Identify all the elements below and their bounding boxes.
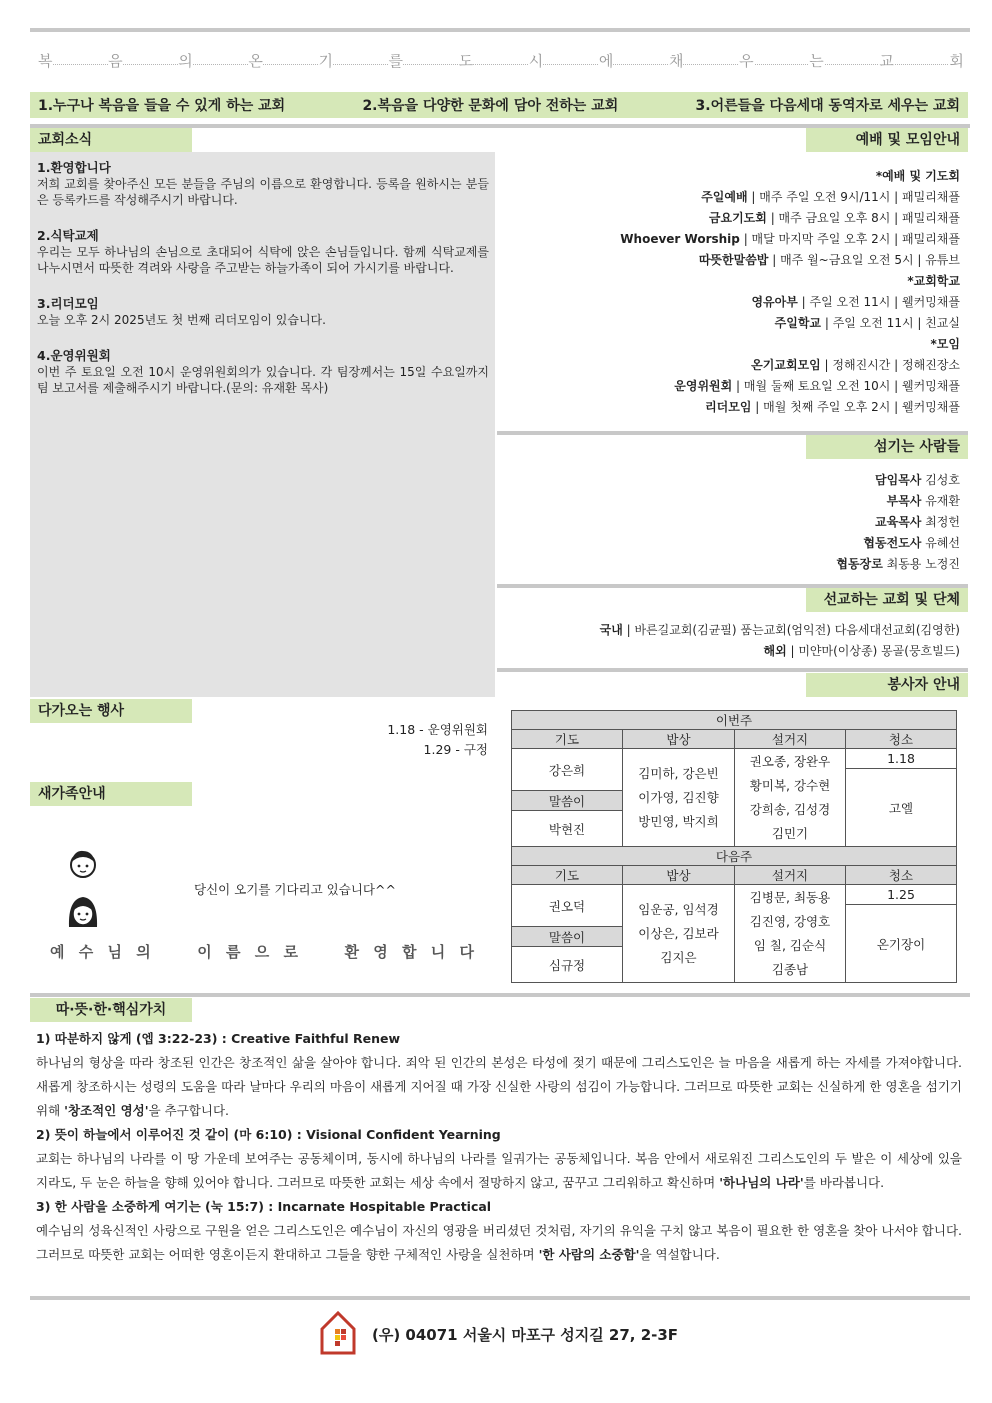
welcome-char: 님 (107, 943, 122, 961)
top-rule (30, 28, 970, 32)
core-text: 하나님의 형상을 따라 창조된 인간은 창조적인 삶을 살아야 합니다. 죄악 된 인간의 본성은 타성에 젖기 때문에 그리스도인은 늘 마음을 새롭게 하는 자세를 가져야합니다. 새롭게 창조하시는 성령의 도움을 따라 날마다 우리의 마음이 새롭게 지어질 때 가장 신실한 사랑의 섬김이 가능합니다. 그러므로 따뜻한 교회는 신실하게 한 영혼을 섬기기 위해 (36, 1055, 962, 1118)
vision-2: 2.복음을 다양한 문화에 담아 전하는 교회 (362, 98, 619, 114)
col-header: 밥상 (623, 730, 735, 749)
worship-heading: 예배 및 모임안내 (806, 128, 968, 152)
volunteers-table (511, 710, 957, 983)
welcome-char: 합 (402, 943, 417, 961)
worship-info: 매주 금요일 오후 8시 | 패밀리채플 (778, 211, 960, 225)
welcome-char: 의 (136, 943, 151, 961)
welcome-char: 로 (283, 943, 298, 961)
bottom-rule (30, 1296, 970, 1300)
dish-cell (735, 749, 846, 847)
servant-name: 김성호 (925, 473, 960, 487)
sermon-label: 말씀이 (512, 927, 623, 947)
core-text: 예수님의 성육신적인 사랑으로 구원을 얻은 그리스도인은 예수님이 자신의 영광을 버리셨던 것처럼, 자기의 유익을 구치 않고 복음이 필요한 한 영혼을 찾아 나서야 합니다. 그러므로 따뜻한 교회는 어떠한 영혼이든지 환대하고 그들을 향한 구체적인 사랑을 실천하며 (36, 1223, 962, 1262)
worship-info: 매월 첫째 주일 오후 2시 | 웰커밍채플 (763, 400, 960, 414)
motto-char: 도 (458, 52, 474, 70)
servant-role: 협동장로 (836, 557, 883, 571)
clean-date: 1.25 (846, 885, 957, 905)
motto (38, 50, 964, 72)
worship-name: 온기교회모임 (751, 358, 821, 372)
dish-name: 김민기 (771, 825, 809, 841)
vision-1: 1.누구나 복음을 들을 수 있게 하는 교회 (38, 98, 286, 114)
meal-name: 이상은, 김보라 (638, 925, 719, 941)
servant-role: 협동전도사 (863, 536, 922, 550)
worship-row: 리더모임 | 매월 첫째 주일 오후 2시 | 웰커밍채플 (705, 400, 960, 414)
worship-name: 영유아부 (751, 295, 798, 309)
motto-char: 온 (248, 52, 263, 70)
worship-list (500, 166, 960, 418)
core-title: 1) 따분하지 않게 (엡 3:22-23) : Creative Faithful Renew (36, 1031, 401, 1046)
worship-info: 주일 오전 11시 | 친교실 (832, 316, 960, 330)
col-header: 청소 (846, 866, 957, 885)
core-emphasis: '한 사람의 소중함' (538, 1247, 640, 1262)
meal-name: 김지은 (660, 949, 697, 965)
church-logo-icon (318, 1309, 358, 1357)
welcome-gap (312, 941, 330, 962)
worship-row: 금요기도회 | 매주 금요일 오후 8시 | 패밀리채플 (708, 211, 960, 225)
core-text: 을 추구합니다. (148, 1103, 229, 1118)
worship-row: 영유아부 | 주일 오전 11시 | 웰커밍채플 (751, 295, 960, 309)
events-heading: 다가오는 행사 (30, 699, 192, 723)
newfamily-heading: 새가족안내 (30, 782, 192, 806)
clean-date: 1.18 (846, 749, 957, 769)
motto-char: 시 (528, 52, 544, 70)
missions-list (500, 620, 960, 662)
dish-name: 김종남 (771, 961, 809, 977)
female-avatar-icon (64, 893, 102, 931)
core-title: 2) 뜻이 하늘에서 이루어진 것 같이 (마 6:10) : Visional Confident Yearning (36, 1127, 501, 1142)
core-body (36, 1147, 962, 1195)
prayer-cell: 강은희 (512, 749, 623, 791)
worship-row: 주일예배 | 매주 주일 오전 9시/11시 | 패밀리채플 (701, 190, 960, 204)
meal-cell (623, 885, 735, 983)
sermon-cell: 박현진 (512, 811, 623, 847)
meal-name: 방민영, 박지희 (638, 813, 719, 829)
col-header: 청소 (846, 730, 957, 749)
servant-name: 최정헌 (925, 515, 960, 529)
core-text: 교회는 하나님의 나라를 이 땅 가운데 보여주는 공동체이며, 동시에 하나님의 나라를 일궈가는 공동체입니다. 복음 안에서 새로워진 그리스도인의 두 발은 이 세상에 있을 지라도, 두 눈은 하늘을 향해 있어야 합니다. 그러므로 따뜻한 교회는 세상 속에서 절망하지 않고, 꿈꾸고 그리워하고 확신하며 (36, 1151, 962, 1190)
motto-char: 음 (108, 52, 123, 70)
vision-3: 3.어른들을 다음세대 동역자로 세우는 교회 (695, 98, 960, 114)
core-values (36, 1027, 962, 1267)
welcome-char: 름 (226, 943, 241, 961)
worship-name: Whoever Worship (620, 232, 740, 246)
worship-info: 매달 마지막 주일 오후 2시 | 패밀리채플 (751, 232, 960, 246)
mission-label: 국내 (599, 623, 623, 637)
mission-row: 해외 | 미얀마(이상종) 몽골(뭉흐빌드) (763, 644, 960, 658)
servants-heading: 섬기는 사람들 (806, 435, 968, 459)
motto-char: 에 (598, 52, 614, 70)
core-heading: 따·뜻·한·핵심가치 (30, 998, 192, 1022)
worship-section-title: *교회학교 (907, 274, 960, 288)
welcome-char: 으 (254, 943, 270, 961)
col-header: 밥상 (623, 866, 735, 885)
welcome-char: 예 (50, 943, 65, 961)
servant-role: 교육목사 (875, 515, 922, 529)
news-title: 4.운영위원회 (37, 348, 111, 363)
news-item (37, 228, 489, 276)
worship-section-title: *예배 및 기도회 (875, 169, 960, 183)
news-body: 우리는 모두 하나님의 손님으로 초대되어 식탁에 앉은 손님들입니다. 함께 식탁교제를 나누시면서 따뜻한 격려와 사랑을 주고받는 하늘가족이 되어 가시기를 바랍니다. (37, 245, 489, 275)
mission-info: 바른길교회(김균필) 품는교회(엄익전) 다음세대선교회(김영한) (634, 623, 960, 637)
dish-cell (735, 885, 846, 983)
meal-name: 임운공, 임석경 (638, 901, 719, 917)
news-title: 2.식탁교제 (37, 228, 99, 243)
servant-row (500, 491, 960, 512)
col-header: 기도 (512, 730, 623, 749)
worship-row: 운영위원회 | 매월 둘째 토요일 오전 10시 | 웰커밍채플 (674, 379, 960, 393)
motto-char: 복 (38, 52, 53, 70)
welcome-gap (165, 941, 183, 962)
meal-cell (623, 749, 735, 847)
welcome-char: 다 (459, 943, 474, 961)
worship-row: Whoever Worship | 매달 마지막 주일 오후 2시 | 패밀리채플 (620, 232, 960, 246)
worship-name: 리더모임 (705, 400, 752, 414)
servant-row (500, 470, 960, 491)
sermon-label: 말씀이 (512, 791, 623, 811)
clean-cell: 온기장이 (846, 905, 957, 983)
servant-role: 담임목사 (875, 473, 922, 487)
week-label: 다음주 (512, 847, 957, 866)
motto-char: 의 (178, 52, 193, 70)
news-item (37, 160, 489, 208)
news-title: 3.리더모임 (37, 296, 99, 311)
motto-char: 우 (739, 52, 754, 70)
news-body: 오늘 오후 2시 2025년도 첫 번째 리더모임이 있습니다. (37, 313, 326, 327)
motto-char: 기 (318, 52, 333, 70)
volunteers-heading: 봉사자 안내 (806, 673, 968, 697)
motto-char: 는 (809, 52, 824, 70)
worship-info: 정해진시간 | 정해진장소 (832, 358, 960, 372)
meal-name: 김미하, 강은빈 (638, 765, 719, 781)
prayer-cell: 권오덕 (512, 885, 623, 927)
servant-row (500, 554, 960, 575)
welcome-char: 수 (78, 943, 94, 961)
worship-name: 따뜻한말씀밥 (698, 253, 769, 267)
newfamily-message: 당신이 오기를 기다리고 있습니다^^ (194, 882, 396, 897)
news-heading: 교회소식 (30, 128, 192, 152)
event-item: 1.18 - 운영위원회 (387, 722, 488, 737)
dish-name: 김진영, 강영호 (749, 913, 831, 929)
core-text: 를 바라봅니다. (803, 1175, 885, 1190)
clean-cell: 고엘 (846, 769, 957, 847)
dish-name: 김병문, 최동용 (749, 889, 831, 905)
welcome-char: 니 (430, 943, 446, 961)
worship-section-title: *모임 (930, 337, 960, 351)
servants-list (500, 470, 960, 575)
worship-name: 주일예배 (701, 190, 748, 204)
core-rule (30, 993, 970, 997)
servant-name: 최동용 노정진 (886, 557, 960, 571)
motto-char: 회 (949, 52, 964, 70)
servant-row (500, 533, 960, 554)
worship-row: 온기교회모임 | 정해진시간 | 정해진장소 (751, 358, 960, 372)
volunteers-rule (497, 668, 968, 672)
male-avatar-icon (66, 847, 100, 881)
worship-info: 매주 주일 오전 9시/11시 | 패밀리채플 (759, 190, 960, 204)
welcome-char: 이 (197, 943, 212, 961)
mission-row: 국내 | 바른길교회(김균필) 품는교회(엄익전) 다음세대선교회(김영한) (599, 623, 960, 637)
worship-name: 운영위원회 (674, 379, 733, 393)
dish-name: 권오종, 장완우 (749, 753, 831, 769)
worship-info: 주일 오전 11시 | 웰커밍채플 (809, 295, 960, 309)
servant-name: 유재환 (925, 494, 960, 508)
dish-name: 임 칠, 김순식 (753, 937, 827, 953)
worship-info: 매주 월~금요일 오전 5시 | 유튜브 (780, 253, 960, 267)
dish-name: 강희송, 김성경 (749, 801, 831, 817)
motto-char: 를 (388, 52, 404, 70)
col-header: 기도 (512, 866, 623, 885)
dish-name: 황미복, 강수현 (749, 777, 831, 793)
worship-name: 주일학교 (774, 316, 822, 330)
news-item (37, 296, 489, 328)
worship-name: 금요기도회 (708, 211, 767, 225)
events-list (200, 720, 488, 760)
mission-info: 미얀마(이상종) 몽골(뭉흐빌드) (798, 644, 960, 658)
worship-row: 따뜻한말씀밥 | 매주 월~금요일 오전 5시 | 유튜브 (698, 253, 960, 267)
worship-info: 매월 둘째 토요일 오전 10시 | 웰커밍채플 (743, 379, 960, 393)
news-body: 이번 주 토요일 오전 10시 운영위원회의가 있습니다. 각 팀장께서는 15일 수요일까지 팀 보고서를 제출해주시기 바랍니다.(문의: 유재환 목사) (37, 365, 489, 395)
worship-row: 주일학교 | 주일 오전 11시 | 친교실 (774, 316, 960, 330)
meal-name: 이가영, 김진향 (638, 789, 719, 805)
servant-role: 부목사 (886, 494, 922, 508)
core-body (36, 1219, 962, 1267)
week-label: 이번주 (512, 711, 957, 730)
missions-heading: 선교하는 교회 및 단체 (806, 588, 968, 612)
welcome-char: 환 (344, 943, 359, 961)
servant-name: 유혜선 (925, 536, 960, 550)
core-title: 3) 한 사람을 소중하게 여기는 (눅 15:7) : Incarnate Hospitable Practical (36, 1199, 492, 1214)
motto-char: 교 (879, 52, 894, 70)
servant-row (500, 512, 960, 533)
welcome-line (50, 941, 474, 962)
vision-bar (30, 92, 968, 118)
col-header: 설거지 (735, 730, 846, 749)
core-text: 을 역설합니다. (639, 1247, 720, 1262)
mission-label: 해외 (763, 644, 787, 658)
core-body (36, 1051, 962, 1123)
event-item: 1.29 - 구정 (423, 742, 488, 757)
core-emphasis: '창조적인 영성' (64, 1103, 149, 1118)
news-item (37, 348, 489, 396)
core-emphasis: '하나님의 나라' (719, 1175, 804, 1190)
news-body: 저희 교회를 찾아주신 모든 분들을 주님의 이름으로 환영합니다. 등록을 원하시는 분들은 등록카드를 작성해주시기 바랍니다. (37, 177, 489, 207)
news-title: 1.환영합니다 (37, 160, 111, 175)
footer-address: (우) 04071 서울시 마포구 성지길 27, 2-3F (372, 1326, 679, 1344)
col-header: 설거지 (735, 866, 846, 885)
sermon-cell: 심규정 (512, 947, 623, 983)
welcome-char: 영 (373, 943, 388, 961)
motto-char: 채 (668, 52, 684, 70)
news-list (37, 160, 489, 396)
